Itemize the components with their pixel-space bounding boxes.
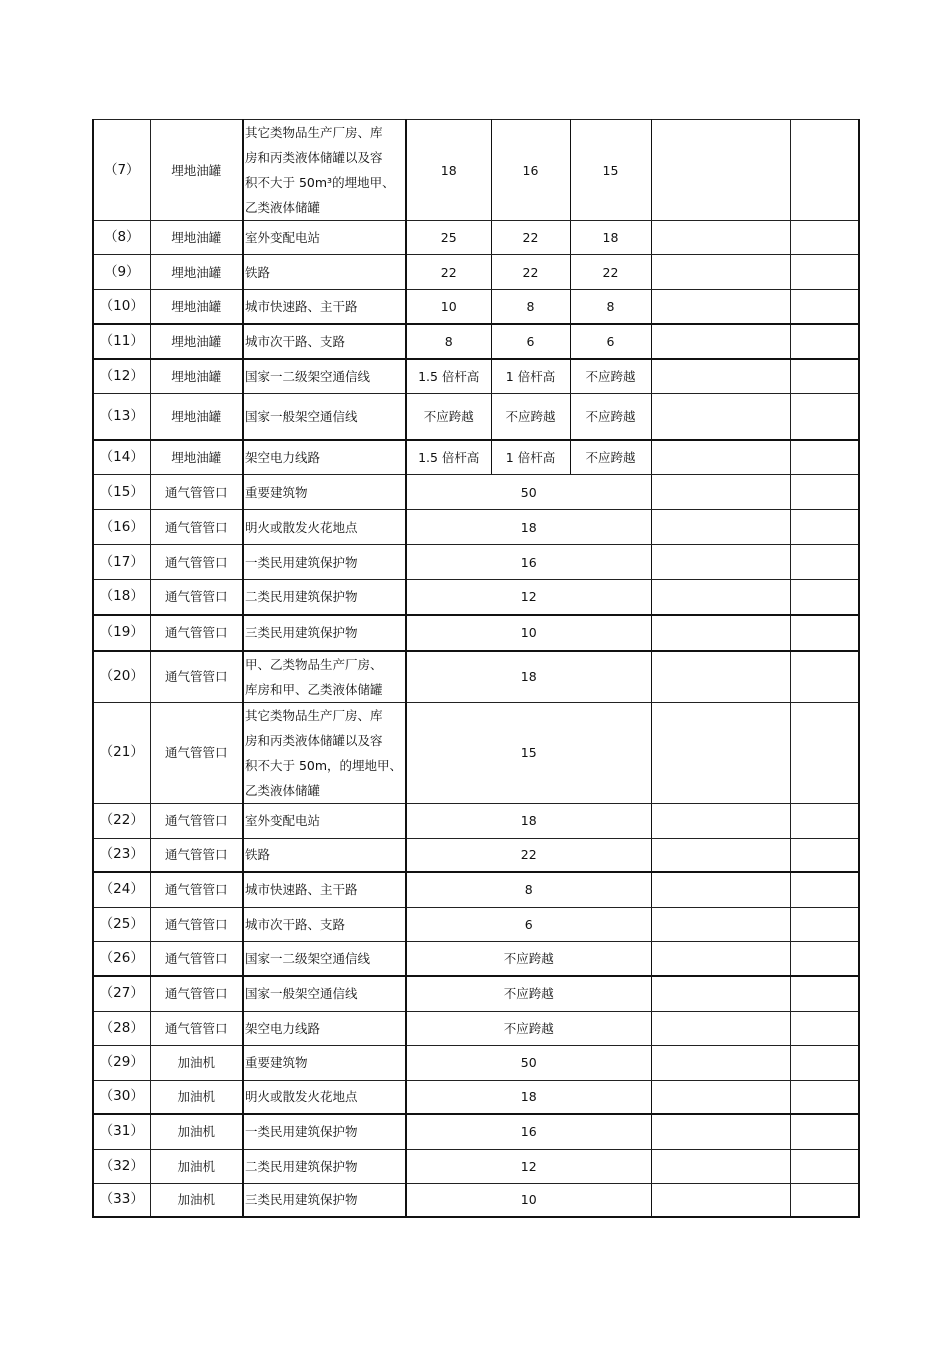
table-row <box>93 907 859 941</box>
distance-value-cell: 18 <box>406 651 651 703</box>
facility-line: 乙类液体储罐 <box>245 200 321 215</box>
row-number-cell: （21） <box>93 702 150 803</box>
distance-value-cell: 不应跨越 <box>570 440 651 475</box>
facility-cell <box>243 1183 406 1217</box>
distance-value-cell: 1.5 倍杆高 <box>406 359 491 394</box>
table-row <box>93 440 859 475</box>
row-number-cell: （9） <box>93 255 150 290</box>
facility-line: 城市次干路、支路 <box>245 333 346 349</box>
table-row <box>93 290 859 324</box>
table-row <box>93 255 859 290</box>
distance-value-cell: 22 <box>406 255 491 290</box>
distance-value-cell: 6 <box>406 907 651 941</box>
facility-cell <box>243 440 406 475</box>
object-cell: 通气管管口 <box>150 976 243 1011</box>
row-number-cell: （7） <box>93 120 150 221</box>
row-number-cell: （28） <box>93 1011 150 1045</box>
blank-cell <box>651 1045 790 1080</box>
facility-cell <box>243 580 406 615</box>
distance-value-cell: 22 <box>491 255 570 290</box>
distance-value-cell: 12 <box>406 580 651 615</box>
distance-value-cell: 1.5 倍杆高 <box>406 440 491 475</box>
distance-value-cell: 25 <box>406 221 491 255</box>
blank-cell <box>790 838 859 872</box>
object-cell: 通气管管口 <box>150 941 243 976</box>
facility-cell <box>243 290 406 324</box>
distance-value-cell: 不应跨越 <box>406 394 491 440</box>
blank-cell <box>790 120 859 221</box>
table-row <box>93 545 859 580</box>
facility-line: 重要建筑物 <box>245 1055 308 1070</box>
distance-value-cell: 10 <box>406 615 651 651</box>
facility-line: 积不大于 50m，的埋地甲、 <box>245 757 403 773</box>
table-row <box>93 1011 859 1045</box>
blank-cell <box>651 907 790 941</box>
blank-cell <box>651 615 790 651</box>
facility-cell <box>243 324 406 359</box>
table-row <box>93 1080 859 1114</box>
row-number-cell: （13） <box>93 394 150 440</box>
object-cell: 通气管管口 <box>150 872 243 907</box>
facility-line: 城市次干路、支路 <box>245 916 346 932</box>
object-cell: 通气管管口 <box>150 838 243 872</box>
facility-line: 铁路 <box>245 847 271 863</box>
blank-cell <box>790 290 859 324</box>
facility-line: 室外变配电站 <box>245 230 321 245</box>
distance-value-cell: 8 <box>406 324 491 359</box>
row-number-cell: （32） <box>93 1149 150 1183</box>
distance-value-cell: 10 <box>406 1183 651 1217</box>
table-row <box>93 394 859 440</box>
blank-cell <box>790 394 859 440</box>
blank-cell <box>790 475 859 510</box>
blank-cell <box>651 580 790 615</box>
facility-cell <box>243 394 406 440</box>
row-number-cell: （25） <box>93 907 150 941</box>
row-number-cell: （23） <box>93 838 150 872</box>
facility-cell <box>243 221 406 255</box>
object-cell: 通气管管口 <box>150 651 243 703</box>
facility-cell <box>243 1045 406 1080</box>
row-number-cell: （20） <box>93 651 150 703</box>
distance-value-cell: 1 倍杆高 <box>491 359 570 394</box>
distance-value-cell: 15 <box>570 120 651 221</box>
row-number-cell: （24） <box>93 872 150 907</box>
blank-cell <box>790 1080 859 1114</box>
facility-line: 二类民用建筑保护物 <box>245 589 358 605</box>
facility-line: 房和丙类液体储罐以及容 <box>245 150 383 165</box>
row-number-cell: （16） <box>93 510 150 545</box>
table-row <box>93 510 859 545</box>
facility-cell <box>243 1080 406 1114</box>
distance-value-cell: 12 <box>406 1149 651 1183</box>
distance-value-cell: 16 <box>406 545 651 580</box>
distance-value-cell: 22 <box>491 221 570 255</box>
facility-line: 重要建筑物 <box>245 484 308 500</box>
row-number-cell: （12） <box>93 359 150 394</box>
blank-cell <box>651 290 790 324</box>
facility-line: 其它类物品生产厂房、库 <box>245 707 383 723</box>
table-row <box>93 120 859 221</box>
table-row <box>93 803 859 838</box>
blank-cell <box>651 475 790 510</box>
blank-cell <box>790 1011 859 1045</box>
distance-value-cell: 不应跨越 <box>406 1011 651 1045</box>
facility-line: 国家一二级架空通信线 <box>245 950 371 966</box>
blank-cell <box>651 838 790 872</box>
object-cell: 通气管管口 <box>150 1011 243 1045</box>
object-cell: 埋地油罐 <box>150 324 243 359</box>
fire-safety-distance-table <box>92 119 860 1218</box>
blank-cell <box>651 324 790 359</box>
facility-cell <box>243 976 406 1011</box>
blank-cell <box>790 872 859 907</box>
blank-cell <box>651 1011 790 1045</box>
blank-cell <box>651 510 790 545</box>
distance-value-cell: 不应跨越 <box>406 941 651 976</box>
row-number-cell: （11） <box>93 324 150 359</box>
facility-line: 国家一般架空通信线 <box>245 408 358 424</box>
blank-cell <box>790 907 859 941</box>
object-cell: 埋地油罐 <box>150 359 243 394</box>
distance-value-cell: 18 <box>406 803 651 838</box>
table-row <box>93 702 859 803</box>
distance-value-cell: 18 <box>406 120 491 221</box>
facility-cell <box>243 651 406 703</box>
object-cell: 通气管管口 <box>150 803 243 838</box>
row-number-cell: （29） <box>93 1045 150 1080</box>
blank-cell <box>790 510 859 545</box>
table-row <box>93 1149 859 1183</box>
distance-value-cell: 22 <box>406 838 651 872</box>
blank-cell <box>790 221 859 255</box>
facility-line: 甲、乙类物品生产厂房、 <box>245 656 383 672</box>
distance-value-cell: 16 <box>406 1114 651 1149</box>
facility-line: 一类民用建筑保护物 <box>245 1124 358 1140</box>
table-row <box>93 941 859 976</box>
distance-value-cell: 不应跨越 <box>406 976 651 1011</box>
row-number-cell: （31） <box>93 1114 150 1149</box>
object-cell: 埋地油罐 <box>150 394 243 440</box>
distance-value-cell: 50 <box>406 1045 651 1080</box>
row-number-cell: （30） <box>93 1080 150 1114</box>
table-row <box>93 1183 859 1217</box>
facility-cell <box>243 1011 406 1045</box>
facility-cell <box>243 359 406 394</box>
blank-cell <box>790 1114 859 1149</box>
table-row <box>93 580 859 615</box>
row-number-cell: （18） <box>93 580 150 615</box>
facility-line: 一类民用建筑保护物 <box>245 554 358 570</box>
blank-cell <box>651 702 790 803</box>
distance-value-cell: 6 <box>570 324 651 359</box>
table-body <box>93 120 859 1218</box>
blank-cell <box>651 1183 790 1217</box>
row-number-cell: （26） <box>93 941 150 976</box>
object-cell: 埋地油罐 <box>150 290 243 324</box>
object-cell: 加油机 <box>150 1183 243 1217</box>
blank-cell <box>651 120 790 221</box>
facility-cell <box>243 1114 406 1149</box>
object-cell: 埋地油罐 <box>150 221 243 255</box>
distance-value-cell: 18 <box>570 221 651 255</box>
object-cell: 埋地油罐 <box>150 440 243 475</box>
blank-cell <box>790 1045 859 1080</box>
blank-cell <box>651 1114 790 1149</box>
facility-cell <box>243 510 406 545</box>
blank-cell <box>651 440 790 475</box>
facility-cell <box>243 838 406 872</box>
facility-line: 国家一般架空通信线 <box>245 986 358 1002</box>
facility-line: 三类民用建筑保护物 <box>245 625 358 640</box>
object-cell: 加油机 <box>150 1149 243 1183</box>
facility-line: 架空电力线路 <box>245 449 321 465</box>
blank-cell <box>651 545 790 580</box>
facility-line: 铁路 <box>245 264 271 280</box>
blank-cell <box>651 255 790 290</box>
facility-line: 架空电力线路 <box>245 1020 321 1036</box>
table-row <box>93 651 859 703</box>
blank-cell <box>651 1080 790 1114</box>
blank-cell <box>790 580 859 615</box>
blank-cell <box>790 702 859 803</box>
facility-cell <box>243 1149 406 1183</box>
blank-cell <box>790 615 859 651</box>
distance-value-cell: 15 <box>406 702 651 803</box>
row-number-cell: （19） <box>93 615 150 651</box>
row-number-cell: （10） <box>93 290 150 324</box>
distance-table-page <box>92 119 858 1218</box>
blank-cell <box>651 221 790 255</box>
table-row <box>93 359 859 394</box>
object-cell: 通气管管口 <box>150 702 243 803</box>
distance-value-cell: 不应跨越 <box>570 359 651 394</box>
table-row <box>93 838 859 872</box>
distance-value-cell: 8 <box>406 872 651 907</box>
row-number-cell: （17） <box>93 545 150 580</box>
blank-cell <box>790 976 859 1011</box>
facility-line: 城市快速路、主干路 <box>245 882 358 898</box>
facility-line: 房和丙类液体储罐以及容 <box>245 732 383 748</box>
blank-cell <box>790 359 859 394</box>
facility-cell <box>243 907 406 941</box>
blank-cell <box>790 1183 859 1217</box>
facility-line: 库房和甲、乙类液体储罐 <box>245 681 383 697</box>
facility-line: 其它类物品生产厂房、库 <box>245 125 383 140</box>
blank-cell <box>790 941 859 976</box>
table-row <box>93 1045 859 1080</box>
object-cell: 埋地油罐 <box>150 120 243 221</box>
row-number-cell: （15） <box>93 475 150 510</box>
facility-line: 城市快速路、主干路 <box>245 298 358 314</box>
blank-cell <box>790 255 859 290</box>
row-number-cell: （14） <box>93 440 150 475</box>
object-cell: 通气管管口 <box>150 580 243 615</box>
object-cell: 加油机 <box>150 1045 243 1080</box>
blank-cell <box>651 394 790 440</box>
object-cell: 通气管管口 <box>150 475 243 510</box>
distance-value-cell: 6 <box>491 324 570 359</box>
facility-line: 明火或散发火花地点 <box>245 519 358 535</box>
distance-value-cell: 10 <box>406 290 491 324</box>
distance-value-cell: 8 <box>570 290 651 324</box>
blank-cell <box>651 651 790 703</box>
facility-line: 积不大于 50m³的埋地甲、 <box>245 175 395 190</box>
facility-line: 室外变配电站 <box>245 813 321 828</box>
distance-value-cell: 50 <box>406 475 651 510</box>
table-row <box>93 872 859 907</box>
facility-cell <box>243 255 406 290</box>
blank-cell <box>651 1149 790 1183</box>
row-number-cell: （33） <box>93 1183 150 1217</box>
distance-value-cell: 16 <box>491 120 570 221</box>
blank-cell <box>651 359 790 394</box>
object-cell: 加油机 <box>150 1114 243 1149</box>
table-row <box>93 324 859 359</box>
row-number-cell: （8） <box>93 221 150 255</box>
distance-value-cell: 18 <box>406 510 651 545</box>
facility-cell <box>243 872 406 907</box>
facility-line: 三类民用建筑保护物 <box>245 1192 358 1208</box>
object-cell: 加油机 <box>150 1080 243 1114</box>
facility-line: 二类民用建筑保护物 <box>245 1158 358 1174</box>
facility-cell <box>243 545 406 580</box>
facility-cell <box>243 803 406 838</box>
object-cell: 埋地油罐 <box>150 255 243 290</box>
facility-cell <box>243 475 406 510</box>
blank-cell <box>651 976 790 1011</box>
distance-value-cell: 不应跨越 <box>570 394 651 440</box>
distance-value-cell: 1 倍杆高 <box>491 440 570 475</box>
blank-cell <box>790 803 859 838</box>
distance-value-cell: 22 <box>570 255 651 290</box>
table-row <box>93 615 859 651</box>
row-number-cell: （27） <box>93 976 150 1011</box>
facility-cell <box>243 615 406 651</box>
table-row <box>93 1114 859 1149</box>
blank-cell <box>790 324 859 359</box>
row-number-cell: （22） <box>93 803 150 838</box>
object-cell: 通气管管口 <box>150 510 243 545</box>
facility-line: 乙类液体储罐 <box>245 782 321 798</box>
facility-cell <box>243 702 406 803</box>
distance-value-cell: 18 <box>406 1080 651 1114</box>
table-row <box>93 475 859 510</box>
blank-cell <box>790 1149 859 1183</box>
blank-cell <box>651 941 790 976</box>
facility-line: 明火或散发火花地点 <box>245 1089 358 1105</box>
distance-value-cell: 不应跨越 <box>491 394 570 440</box>
facility-cell <box>243 941 406 976</box>
object-cell: 通气管管口 <box>150 907 243 941</box>
table-row <box>93 221 859 255</box>
blank-cell <box>651 872 790 907</box>
facility-cell <box>243 120 406 221</box>
table-row <box>93 976 859 1011</box>
facility-line: 国家一二级架空通信线 <box>245 368 371 384</box>
blank-cell <box>790 440 859 475</box>
blank-cell <box>790 651 859 703</box>
blank-cell <box>790 545 859 580</box>
object-cell: 通气管管口 <box>150 615 243 651</box>
distance-value-cell: 8 <box>491 290 570 324</box>
object-cell: 通气管管口 <box>150 545 243 580</box>
blank-cell <box>651 803 790 838</box>
